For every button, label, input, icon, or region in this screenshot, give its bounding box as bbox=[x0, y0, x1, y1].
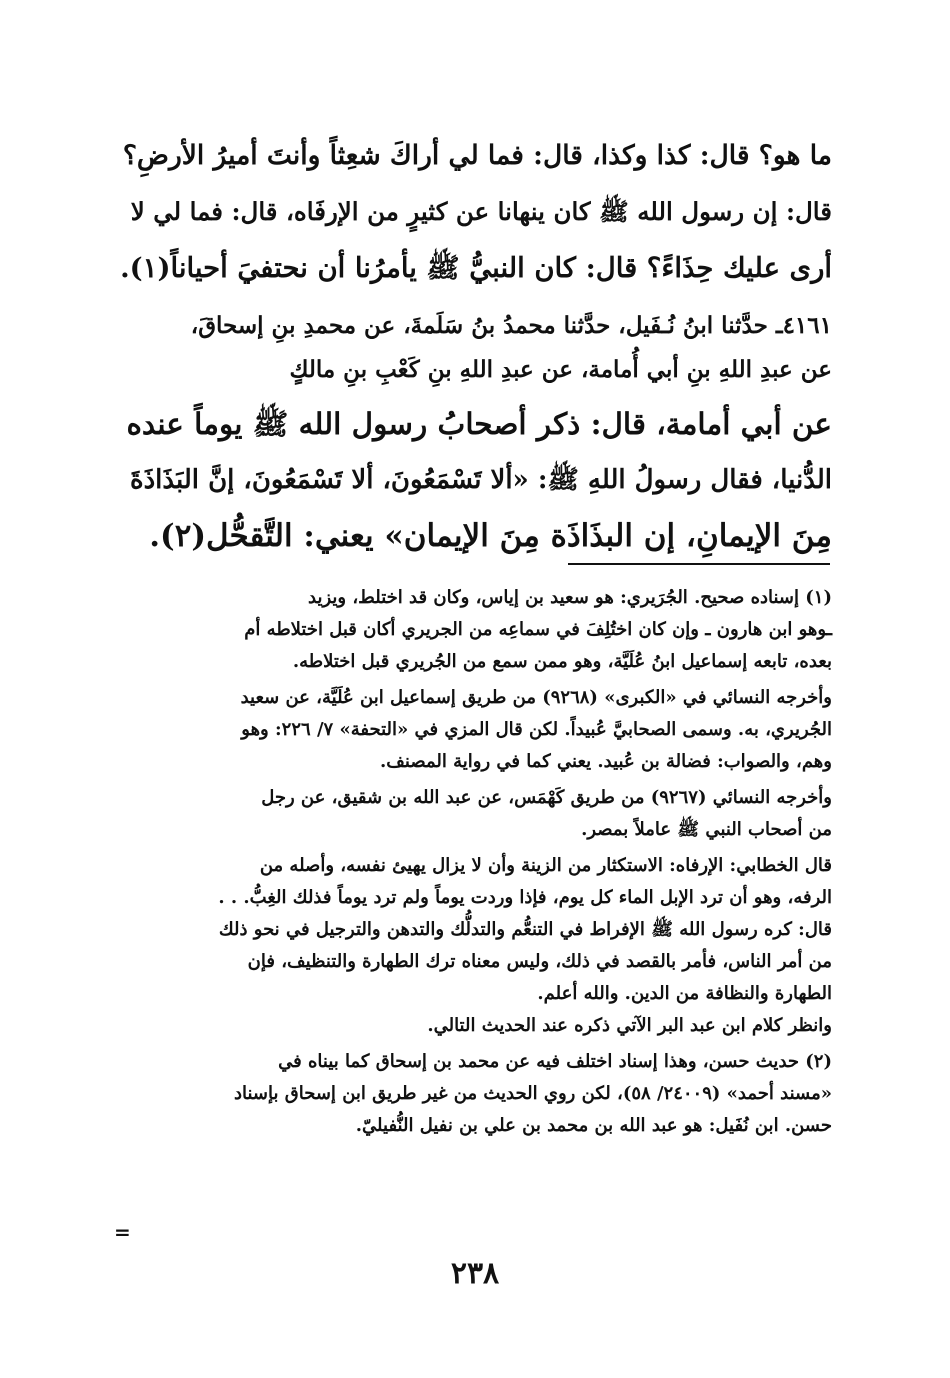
text-line: عن أبي أمامة، قال: ذكر أصحابُ رسول الله ﷺ يوماً عنده bbox=[126, 406, 832, 441]
footnote-line: (٢) حديث حسن، وهذا إسناد اختلف فيه عن محمد بن إسحاق كما بيناه في bbox=[278, 1051, 832, 1072]
footnotes bbox=[118, 582, 832, 1142]
footnote-divider bbox=[568, 563, 830, 565]
text-line: مِنَ الإيمانِ، إن البذَاذَة مِنَ الإيمان» يعني: التَّقحُّل(٢). bbox=[149, 518, 832, 554]
hadith-isnad bbox=[118, 304, 832, 392]
footnote-line: وانظر كلام ابن عبد البر الآتي ذكره عند الحديث التالي. bbox=[427, 1015, 832, 1036]
footnote-line: قال: كره رسول الله ﷺ الإفراط في التنعُّم والتدلُّك والتدهن والترجيل في نحو ذلك bbox=[218, 919, 832, 940]
page-number: ٢٣٨ bbox=[450, 1256, 500, 1291]
footnote-line: قال الخطابي: الإرفاه: الاستكثار من الزينة وأن لا يزال يهيئ نفسه، وأصله من bbox=[259, 855, 832, 876]
footnote-line: من أمر الناس، فأمر بالقصد في ذلك، وليس معناه ترك الطهارة والتنظيف، فإن bbox=[247, 951, 832, 972]
footnote-line: حسن. ابن نُفَيل: هو عبد الله بن محمد بن علي بن نفيل النُّفيليّ. bbox=[355, 1115, 832, 1136]
isnad-line: عن عبدِ اللهِ بنِ أبي أُمامة، عن عبدِ اللهِ بنِ كَعْبِ بنِ مالكٍ bbox=[289, 356, 832, 383]
footnote-line: من أصحاب النبي ﷺ عاملاً بمصر. bbox=[581, 819, 832, 840]
footnote-line: ـوهو ابن هارون ـ وإن كان اختُلِفَ في سماعِه من الجريري أكان قبل اختلاطه أم bbox=[244, 619, 832, 640]
footnote-line: «مسند أحمد» (٢٤٠٠٩/ ٥٨)، لكن روي الحديث من غير طريق ابن إسحاق بإسناد bbox=[234, 1083, 832, 1104]
text-line: أرى عليك حِذَاءً؟ قال: كان النبيُّ ﷺ يأمرُنا أن نحتفيَ أحياناً(١). bbox=[120, 252, 832, 284]
footnote-line: وأخرجه النسائي في «الكبرى» (٩٢٦٨) من طريق إسماعيل ابن عُلَيَّة، عن سعيد bbox=[240, 687, 832, 708]
footnote-line: الرفه، وهو أن ترد الإبل الماء كل يوم، فإذا وردت يوماً ولم ترد يوماً فذلك الغِبُّ. . . bbox=[218, 887, 832, 908]
text-line: الدُّنيا، فقال رسولُ اللهِ ﷺ: «ألا تَسْمَعُونَ، ألا تَسْمَعُونَ، إنَّ البَذَاذَةَ bbox=[129, 465, 832, 495]
footnote-line: الجُريري، به. وسمى الصحابيَّ عُبيداً. لكن قال المزي في «التحفة» ٧/ ٢٢٦: وهو bbox=[241, 719, 832, 740]
isnad-line: ٤١٦١ـ حدَّثنا ابنُ نُـفَيل، حدَّثنا محمدُ بنُ سَلَمةَ، عن محمدِ بنِ إسحاقَ، bbox=[190, 312, 832, 339]
footnote-line: (١) إسناده صحيح. الجُرَيري: هو سعيد بن إياس، وكان قد اختلط، ويزيد bbox=[308, 587, 832, 608]
footnote-line: وأخرجه النسائي (٩٢٦٧) من طريق كَهْمَس، عن عبد الله بن شقيق، عن رجل bbox=[261, 787, 832, 808]
hadith-text-top bbox=[118, 128, 832, 296]
text-line: قال: إن رسول الله ﷺ كان ينهانا عن كثيرٍ من الإرفَاه، قال: فما لي لا bbox=[130, 197, 832, 226]
continuation-mark: = bbox=[114, 1220, 131, 1244]
footnote-line: بعده، تابعه إسماعيل ابنُ عُلَيَّة، وهو ممن سمع من الجُريري قبل اختلاطه. bbox=[292, 651, 832, 672]
text-line: ما هو؟ قال: كذا وكذا، قال: فما لي أراكَ شعِثاً وأنتَ أميرُ الأرضِ؟ bbox=[122, 140, 832, 171]
footnote-line: الطهارة والنظافة من الدين. والله أعلم. bbox=[537, 983, 832, 1004]
footnote-line: وهم، والصواب: فضالة بن عُبيد. يعني كما في رواية المصنف. bbox=[380, 751, 832, 772]
hadith-matn bbox=[118, 396, 832, 564]
